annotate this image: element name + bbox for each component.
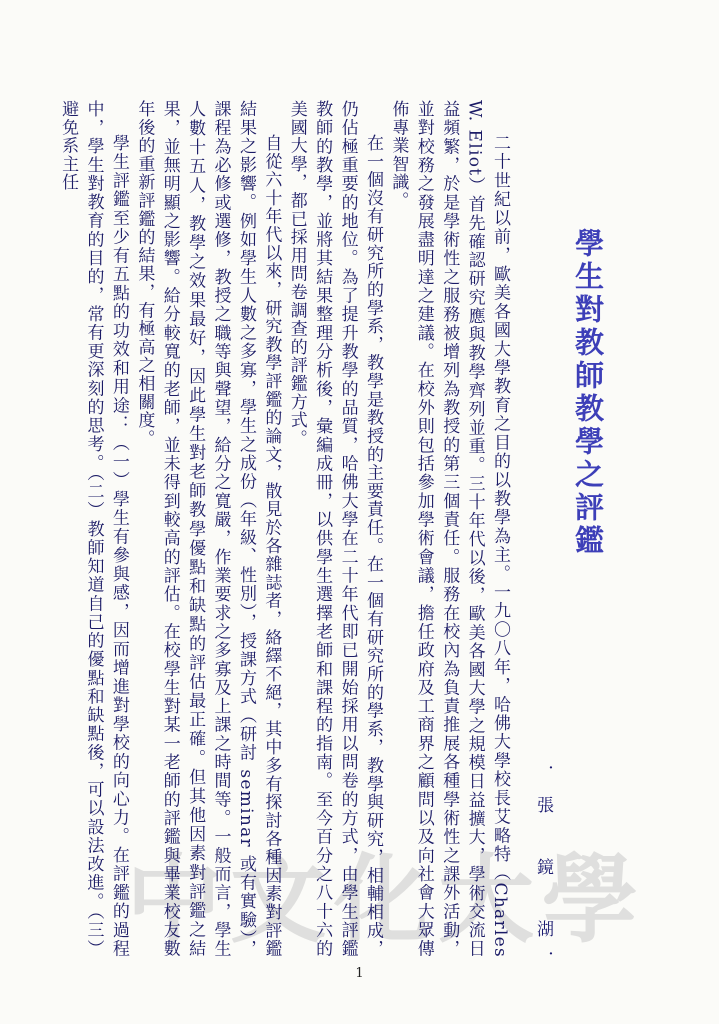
watermark-char: 中 <box>126 843 230 956</box>
watermark-char: 文 <box>230 843 334 956</box>
body-paragraph: 自從六十年代以來，研究教學評鑑的論文，散見於各雜誌者，絡繹不絕，其中多有探討各種因素對評鑑結果之影響。例如學生人數之多寡，學生之成份（年級、性別），授課方式（研討 seminar 或有實驗），課程為必修或選修，教授之職等與聲望，給分之寬嚴，作業要求之多寡及上課之時間等。一般而言，學生人數十五人，教學之效果最好，因此學生對老師教學優點和缺點的評估最正確。但其他因素對評鑑之結果，並無明顯之影響。給分較寬的老師，並未得到較高的評估。在校學生對某一老師的評鑑與畢業校友數年後的重新評鑑的結果，有極高之相關度。 <box>134 100 282 958</box>
article-title: 學生對教師教學之評鑑 <box>571 228 605 558</box>
article-body <box>58 100 512 958</box>
watermark-char: 化 <box>334 843 438 956</box>
body-paragraph: 在一個沒有研究所的學系，教學是教授的主要責任。在一個有研究所的學系，教學與研究，相輔相成，仍佔極重要的地位。為了提升教學的品質，哈佛大學在二十年代即已開始採用以問卷的方式，由學生評鑑教師的教學，並將其結果整理分析後，彙編成冊，以供學生選擇老師和課程的指南。至今百分之八十六的美國大學，都已採用問卷調查的評鑑方式。 <box>286 100 383 958</box>
watermark-char: 大 <box>438 843 542 956</box>
page-number: 1 <box>355 966 364 981</box>
article-author: ．張 鏡 湖． <box>533 765 553 982</box>
body-paragraph: 二十世紀以前，歐美各國大學教育之目的以教學為主。一九〇八年，哈佛大學校長艾略特（Charles W. Eliot）首先確認研究應與教學齊列並重。三十年代以後，歐美各國大學之規模日益擴大，學術交流日益頻繁，於是學術性之服務被增列為教授的第三個責任。服務在校內為負責推展各種學術性之課外活動，並對校務之發展盡明達之建議。在校外則包括參加學術會議，擔任政府及工商界之顧問以及向社會大眾傳佈專業智識。 <box>388 100 510 958</box>
body-paragraph: 學生評鑑至少有五點的功效和用途：（一）學生有參與感，因而增進對學校的向心力。在評鑑的過程中，學生對教育的目的，常有更深刻的思考。（二）教師知道自己的優點和缺點後，可以設法改進。（三）避免系主任 <box>58 100 129 958</box>
watermark-char: 學 <box>542 843 646 956</box>
